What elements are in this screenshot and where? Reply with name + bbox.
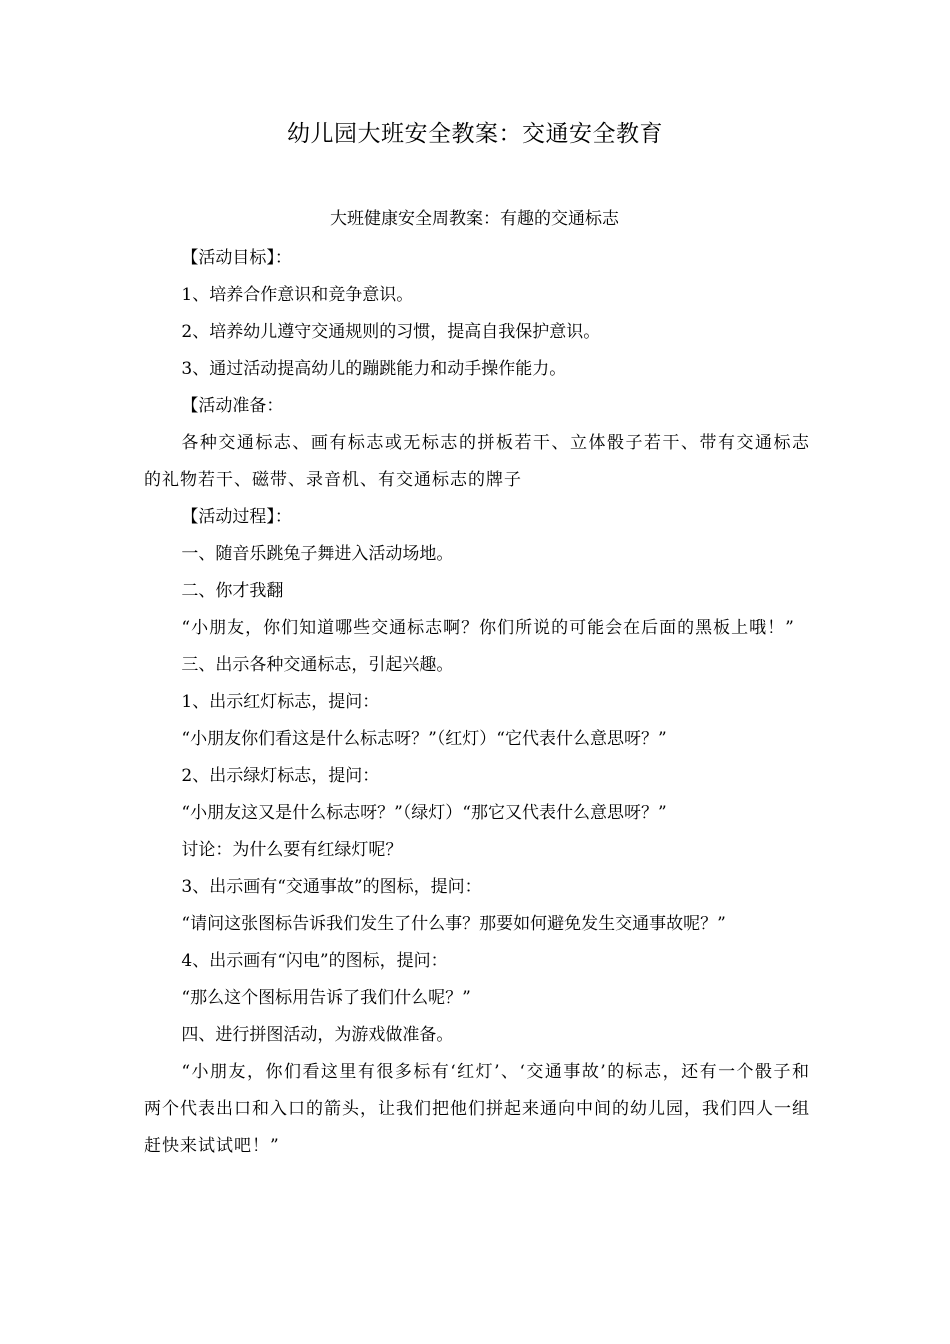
paragraph: 1、出示红灯标志，提问： [181,692,380,712]
paragraph: “小朋友，你们知道哪些交通标志啊？你们所说的可能会在后面的黑板上哦！” [181,618,795,638]
paragraph: 4、出示画有“闪电”的图标，提问： [181,951,448,971]
paragraph: 2、出示绿灯标志，提问： [181,766,380,786]
paragraph: 四、进行拼图活动，为游戏做准备。 [181,1025,454,1045]
paragraph: 1、培养合作意识和竞争意识。 [181,285,414,305]
paragraph: “小朋友这又是什么标志呀？”（绿灯）“那它又代表什么意思呀？” [181,803,667,823]
paragraph: 2、培养幼儿遵守交通规则的习惯，提高自我保护意识。 [181,322,601,342]
document-title: 幼儿园大班安全教案：交通安全教育 [287,121,663,147]
document-body [144,240,810,1165]
paragraph: “小朋友你们看这是什么标志呀？”（红灯）“它代表什么意思呀？” [181,729,667,749]
paragraph: “那么这个图标用告诉了我们什么呢？” [181,988,471,1008]
paragraph: 讨论：为什么要有红绿灯呢？ [181,840,403,860]
paragraph: 一、随音乐跳兔子舞进入活动场地。 [181,544,454,564]
paragraph: 3、通过活动提高幼儿的蹦跳能力和动手操作能力。 [181,359,567,379]
document-subtitle: 大班健康安全周教案：有趣的交通标志 [330,209,619,229]
paragraph: 三、出示各种交通标志，引起兴趣。 [181,655,454,675]
paragraph: “小朋友，你们看这里有很多标有‘红灯’、‘交通事故’的标志，还有一个骰子和两个代表出口和入口的箭头，让我们把他们拼起来通向中间的幼儿园，我们四人一组赶快来试试吧！” [144,1062,810,1156]
paragraph: 二、你才我翻 [181,581,284,601]
paragraph: 【活动过程】： [181,507,292,527]
paragraph: 3、出示画有“交通事故”的图标，提问： [181,877,482,897]
paragraph: 【活动目标】： [181,248,292,268]
paragraph: 各种交通标志、画有标志或无标志的拼板若干、立体骰子若干、带有交通标志的礼物若干、磁带、录音机、有交通标志的牌子 [144,433,810,490]
paragraph: 【活动准备： [181,396,284,416]
paragraph: “请问这张图标告诉我们发生了什么事？那要如何避免发生交通事故呢？” [181,914,726,934]
